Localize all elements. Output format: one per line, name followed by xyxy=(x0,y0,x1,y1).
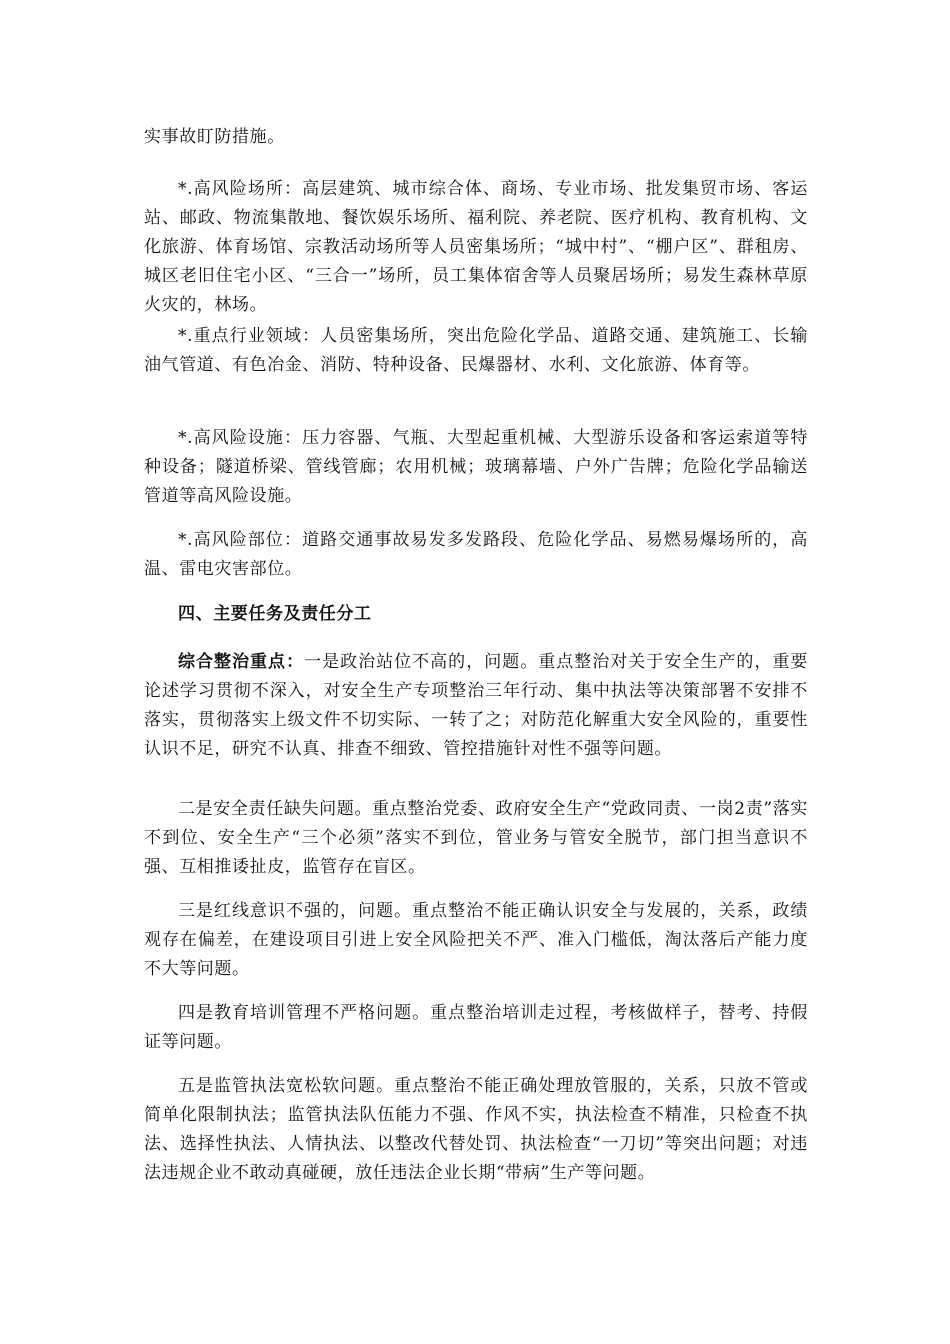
paragraph-continuation: 实事故盯防措施。 xyxy=(144,127,285,147)
paragraph-high-risk-facilities: *.高风险设施：压力容器、气瓶、大型起重机械、大型游乐设备和客运索道等特种设备；隧道桥梁、管线管廊；农用机械；玻璃幕墙、户外广告牌；危险化学品输送管道等高风险设施。 xyxy=(144,428,808,506)
paragraph-item-two: 二是安全责任缺失问题。重点整治党委、政府安全生产“党政同责、一岗2责”落实不到位、安全生产“三个必须”落实不到位，管业务与管安全脱节，部门担当意识不强、互相推诿扯皮，监管存在盲区。 xyxy=(144,799,808,877)
paragraph-item-five: 五是监管执法宽松软问题。重点整治不能正确处理放管服的，关系，只放不管或简单化限制执法；监管执法队伍能力不强、作风不实，执法检查不精准，只检查不执法、选择性执法、人情执法、以整改代替处罚、执法检查“一刀切”等突出问题；对违法违规企业不敢动真碰硬，放任违法企业长期“带病”生产等问题。 xyxy=(144,1076,808,1183)
paragraph-high-risk-places: *.高风险场所：高层建筑、城市综合体、商场、专业市场、批发集贸市场、客运站、邮政、物流集散地、餐饮娱乐场所、福利院、养老院、医疗机构、教育机构、文化旅游、体育场馆、宗教活动场所等人员密集场所；“城中村”、“棚户区”、群租房、城区老旧住宅小区、“三合一”场所，员工集体宿舍等人员聚居场所；易发生森林草原火灾的，林场。 xyxy=(144,179,808,315)
paragraph-lead-label: 综合整治重点： xyxy=(178,652,305,672)
paragraph-high-risk-locations: *.高风险部位：道路交通事故易发多发路段、危险化学品、易燃易爆场所的，高温、雷电灾害部位。 xyxy=(144,530,808,579)
paragraph-key-industries: *.重点行业领域：人员密集场所，突出危险化学品、道路交通、建筑施工、长输油气管道、有色冶金、消防、特种设备、民爆器材、水利、文化旅游、体育等。 xyxy=(144,326,808,375)
paragraph-comprehensive-focus xyxy=(144,648,808,764)
section-heading: 四、主要任务及责任分工 xyxy=(178,604,372,624)
paragraph-lead-body: 一是政治站位不高的，问题。重点整治对关于安全生产的，重要论述学习贯彻不深入，对安全生产专项整治三年行动、集中执法等决策部署不安排不落实，贯彻落实上级文件不切实际、一转了之；对防范化解重大安全风险的，重要性认识不足，研究不认真、排查不细致、管控措施针对性不强等问题。 xyxy=(144,652,808,759)
paragraph-item-three: 三是红线意识不强的，问题。重点整治不能正确认识安全与发展的，关系，政绩观存在偏差，在建设项目引进上安全风险把关不严、准入门槛低，淘汰落后产能力度不大等问题。 xyxy=(144,901,808,979)
paragraph-item-four: 四是教育培训管理不严格问题。重点整治培训走过程，考核做样子，替考、持假证等问题。 xyxy=(144,1003,808,1052)
